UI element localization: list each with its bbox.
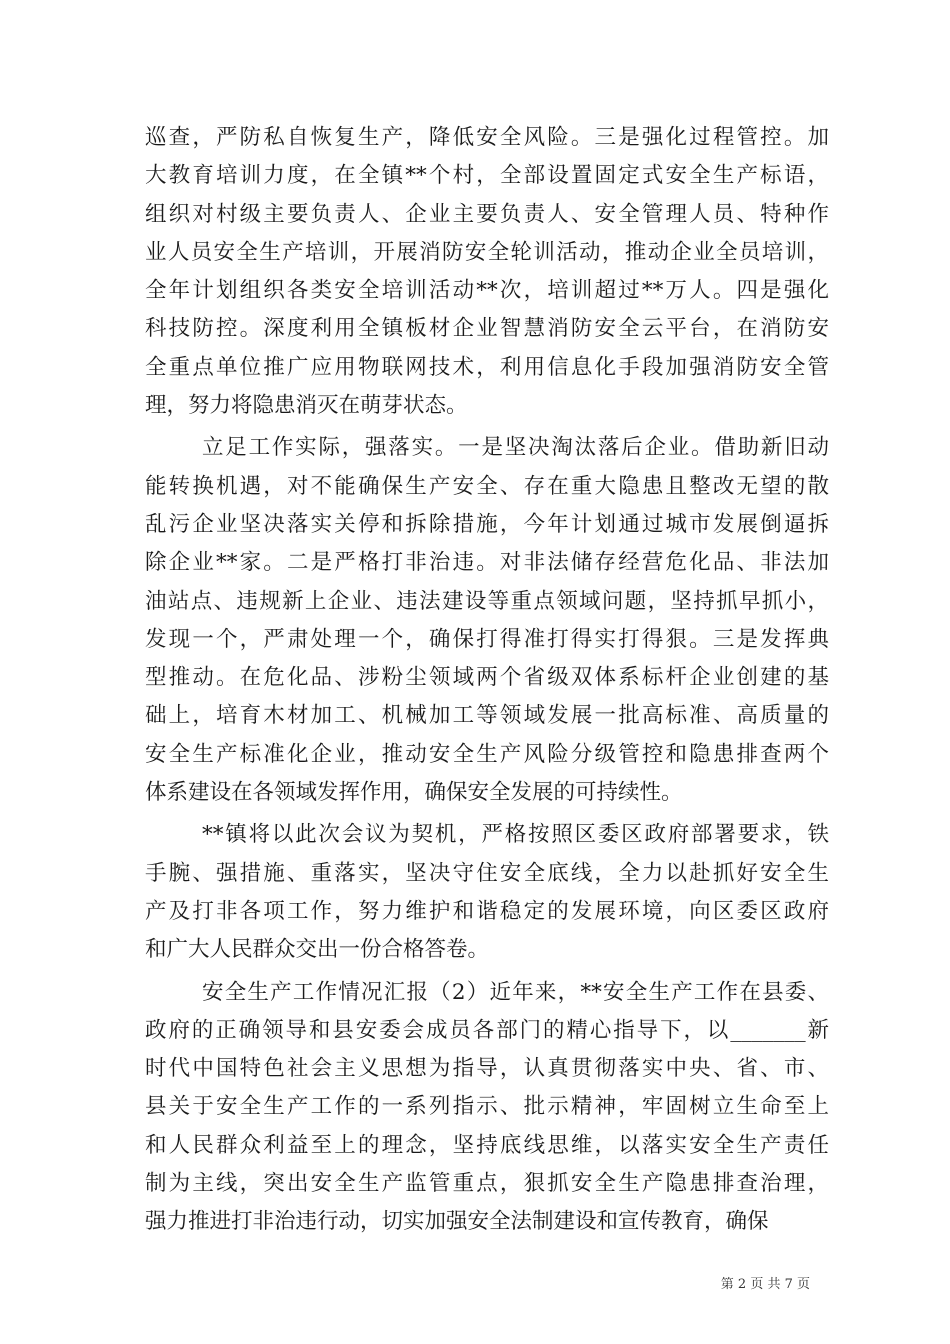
text-line: 发现一个，严肃处理一个，确保打得准打得实打得狠。三是发挥典 [145, 626, 829, 652]
text-line: 业人员安全生产培训，开展消防安全轮训活动，推动企业全员培训， [145, 239, 829, 265]
text-line: 安全生产工作情况汇报（2）近年来，**安全生产工作在县委、 [202, 979, 829, 1005]
text-line: 体系建设在各领域发挥作用，确保安全发展的可持续性。 [145, 780, 683, 806]
text-line: 县关于安全生产工作的一系列指示、批示精神，牢固树立生命至上 [145, 1094, 829, 1120]
text-line: 大教育培训力度，在全镇**个村，全部设置固定式安全生产标语， [145, 163, 829, 189]
text-line: 理，努力将隐患消灭在萌芽状态。 [145, 393, 468, 419]
text-line: 产及打非各项工作，努力维护和谐稳定的发展环境，向区委区政府 [145, 898, 829, 924]
text-line: 全重点单位推广应用物联网技术，利用信息化手段加强消防安全管 [145, 354, 829, 380]
paragraph [145, 429, 829, 812]
text-line: 科技防控。深度利用全镇板材企业智慧消防安全云平台，在消防安 [145, 316, 829, 342]
paragraph [145, 974, 829, 1242]
text-line: 油站点、违规新上企业、违法建设等重点领域问题，坚持抓早抓小， [145, 588, 829, 614]
text-line: 型推动。在危化品、涉粉尘领域两个省级双体系标杆企业创建的基 [145, 665, 829, 691]
text-line: 巡查，严防私自恢复生产，降低安全风险。三是强化过程管控。加 [145, 125, 829, 150]
text-line: 制为主线，突出安全生产监管重点，狠抓安全生产隐患排查治理， [145, 1171, 829, 1197]
text-line: 全年计划组织各类安全培训活动**次，培训超过**万人。四是强化 [145, 278, 829, 304]
text-line: 强力推进打非治违行动，切实加强安全法制建设和宣传教育，确保 [145, 1209, 769, 1235]
text-line: 安全生产标准化企业，推动安全生产风险分级管控和隐患排查两个 [145, 741, 829, 767]
document-body [145, 119, 829, 1242]
text-line: 立足工作实际，强落实。一是坚决淘汰落后企业。借助新旧动 [202, 435, 829, 461]
text-line: 和广大人民群众交出一份合格答卷。 [145, 937, 490, 963]
text-line: 乱污企业坚决落实关停和拆除措施，今年计划通过城市发展倒逼拆 [145, 511, 829, 537]
text-line: 组织对村级主要负责人、企业主要负责人、安全管理人员、特种作 [145, 201, 829, 227]
text-line: 能转换机遇，对不能确保生产安全、存在重大隐患且整改无望的散 [145, 473, 829, 499]
paragraph [145, 816, 829, 969]
text-line: 政府的正确领导和县安委会成员各部门的精心指导下，以_______新 [145, 1017, 829, 1043]
text-line: **镇将以此次会议为契机，严格按照区委区政府部署要求，铁 [202, 822, 829, 848]
text-line: 础上，培育木材加工、机械加工等领域发展一批高标准、高质量的 [145, 703, 829, 729]
page-number: 第 2 页 共 7 页 [720, 1277, 810, 1292]
paragraph [145, 119, 829, 425]
text-line: 时代中国特色社会主义思想为指导，认真贯彻落实中央、省、市、 [145, 1056, 829, 1082]
text-line: 手腕、强措施、重落实，坚决守住安全底线，全力以赴抓好安全生 [145, 860, 829, 886]
text-line: 和人民群众利益至上的理念，坚持底线思维，以落实安全生产责任 [145, 1132, 829, 1158]
text-line: 除企业**家。二是严格打非治违。对非法储存经营危化品、非法加 [145, 550, 829, 576]
